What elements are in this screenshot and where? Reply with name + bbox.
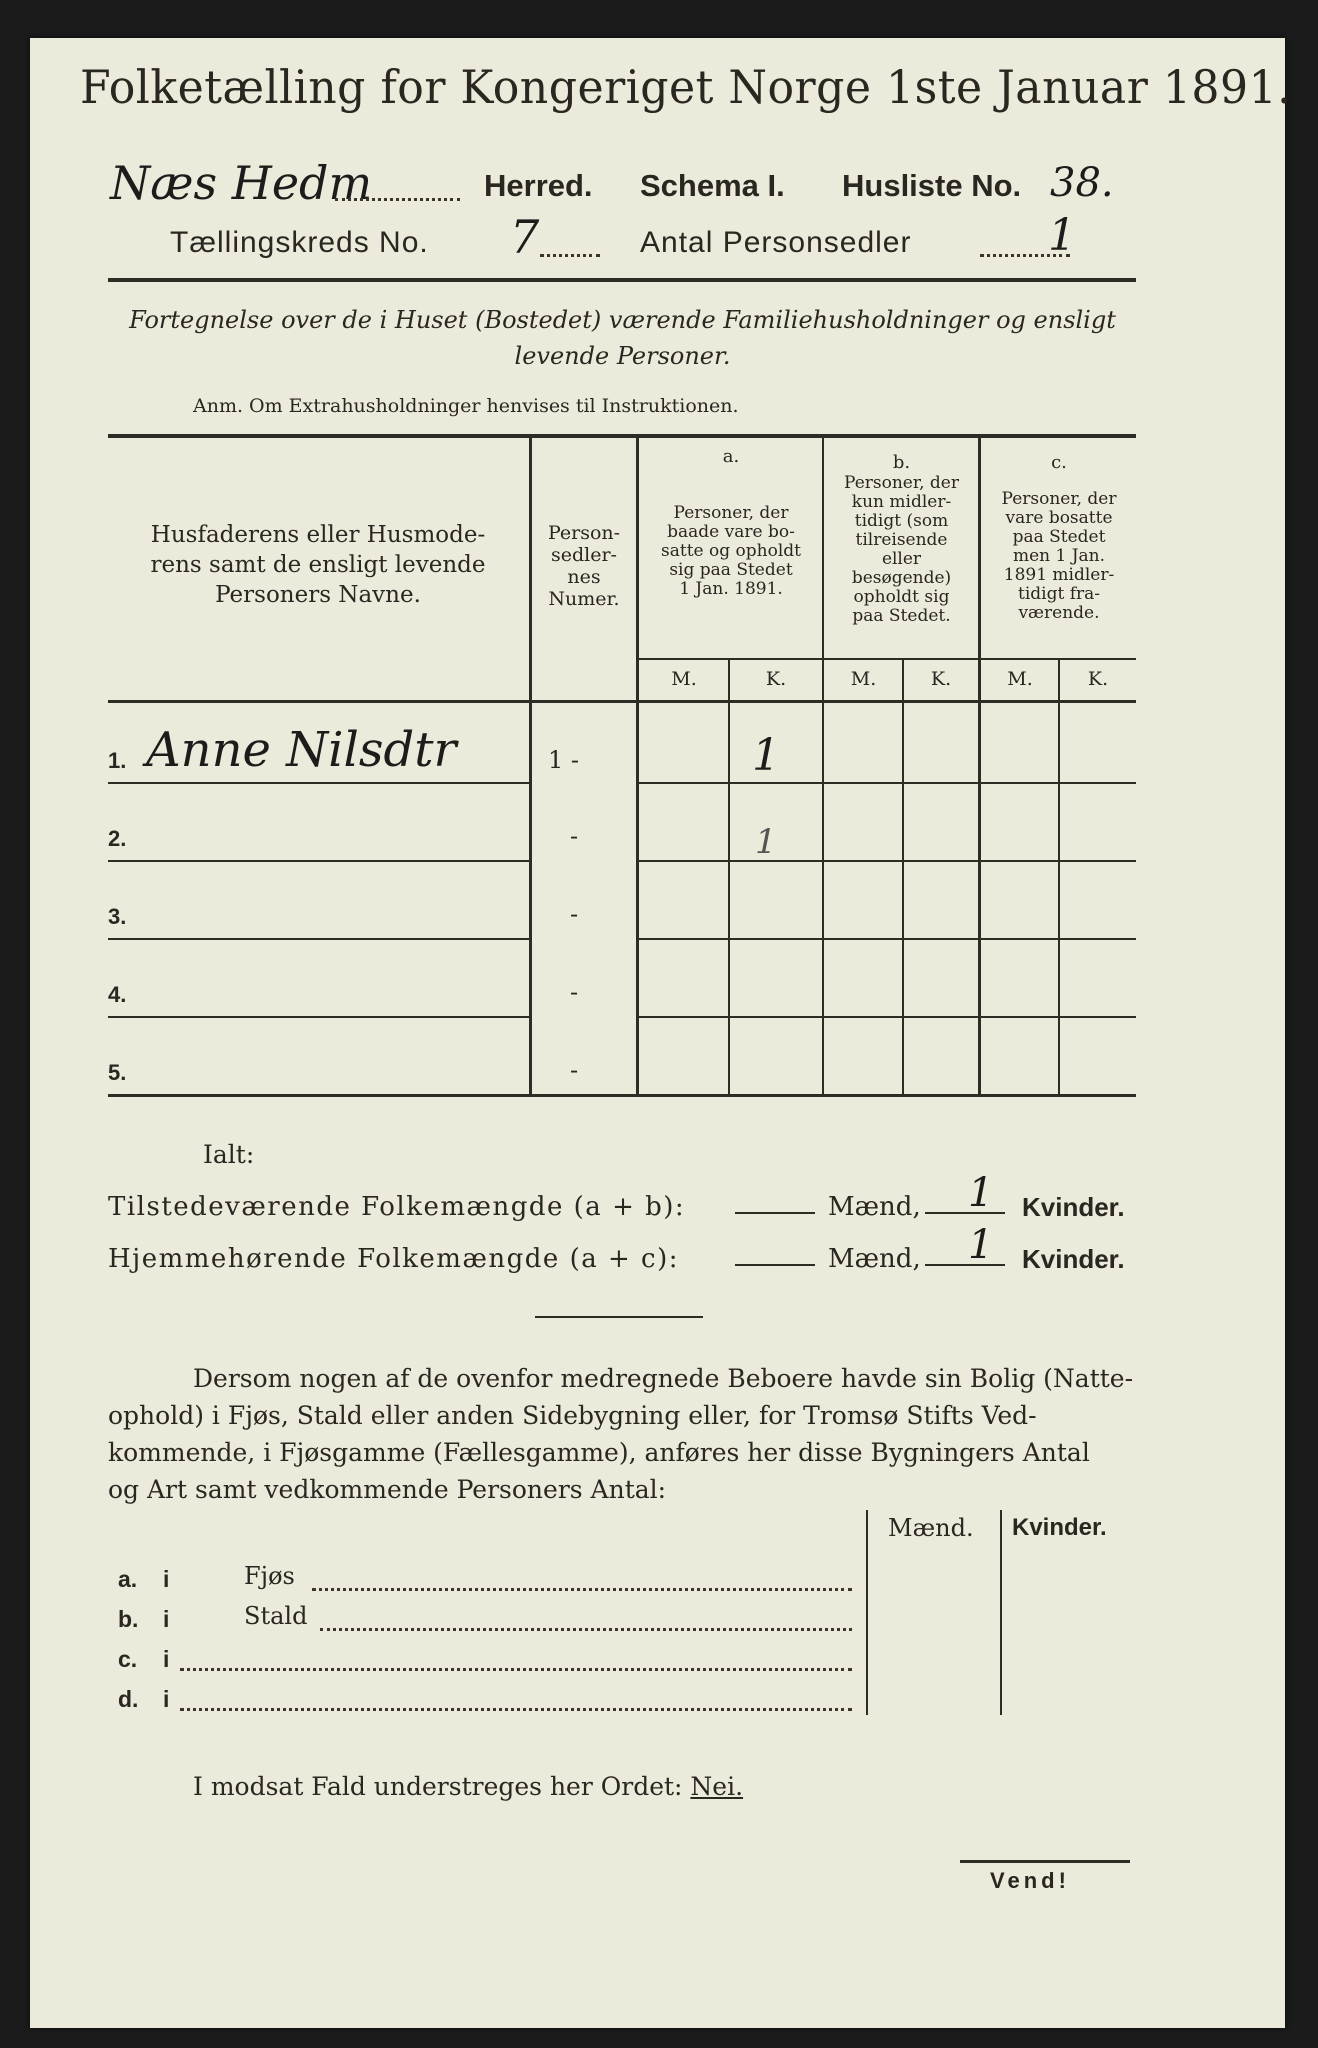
col-header-num: Person- sedler- nes Numer. xyxy=(547,522,621,610)
hjemme-kvinder-value: 1 xyxy=(968,1222,994,1268)
bottom-col-line-2 xyxy=(1000,1510,1002,1715)
schema-label: Schema I. xyxy=(640,168,785,203)
row-line-3 xyxy=(108,938,530,940)
kreds-dots xyxy=(540,254,600,257)
modsat-label: I modsat Fald understreges her Ordet: xyxy=(193,1772,683,1801)
col-b-letter: b. xyxy=(892,452,911,473)
mk-a-m: M. xyxy=(671,668,697,690)
item-a-dots xyxy=(312,1588,852,1591)
personsedler-number: 1 xyxy=(1048,210,1076,261)
col-line-a xyxy=(636,438,639,1094)
row-number-3: 3. xyxy=(108,904,127,929)
herred-label: Herred. xyxy=(484,168,593,203)
bottom-col-line-1 xyxy=(866,1510,868,1715)
personsedler-label: Antal Personsedler xyxy=(640,226,912,259)
col-header-a: Personer, der baade vare bo- satte og opholdt sig paa Stedet 1 Jan. 1891. xyxy=(661,503,801,599)
row-line-4b xyxy=(638,1016,1136,1018)
mk-a-k: K. xyxy=(765,668,787,690)
row-a-k-2: 1 xyxy=(755,822,777,862)
row-number-1: 1. xyxy=(108,748,127,773)
row-line-2 xyxy=(108,860,530,862)
row-number-5: 5. xyxy=(108,1060,127,1085)
ialt-label: Ialt: xyxy=(203,1140,255,1169)
tilstede-maend-line xyxy=(735,1212,815,1214)
intro-line-1: Fortegnelse over de i Huset (Bostedet) værende Familiehusholdninger og ensligt xyxy=(129,306,1116,334)
bottom-kvinder-head: Kvinder. xyxy=(1012,1514,1107,1541)
col-line-b-mk xyxy=(902,660,904,1094)
tilstede-kvinder-value: 1 xyxy=(968,1170,994,1216)
col-line-a-mk xyxy=(728,660,730,1094)
form-title: Folketælling for Kongeriget Norge 1ste Januar 1891. xyxy=(80,60,1292,114)
hjemme-label: Hjemmehørende Folkemængde (a + c): xyxy=(108,1244,679,1274)
mk-c-m: M. xyxy=(1007,668,1033,690)
item-c-dots xyxy=(180,1668,852,1671)
modsat-text xyxy=(193,1772,743,1801)
row-line-3b xyxy=(638,938,1136,940)
mk-b-k: K. xyxy=(930,668,952,690)
item-a-i: i xyxy=(163,1566,170,1592)
vend-rule xyxy=(960,1860,1130,1863)
hjemme-kvinder: Kvinder. xyxy=(1022,1244,1125,1274)
row-line-1b xyxy=(638,782,1136,784)
item-b-letter: b. xyxy=(118,1606,139,1632)
row-num-4: - xyxy=(570,978,579,1006)
row-num-5: - xyxy=(570,1056,579,1084)
item-d-dots xyxy=(180,1708,852,1711)
census-form xyxy=(30,38,1292,2028)
row-number-4: 4. xyxy=(108,982,127,1007)
hjemme-maend: Mænd, xyxy=(828,1244,921,1274)
nei-word: Nei. xyxy=(690,1772,744,1801)
col-header-c: Personer, der vare bosatte paa Stedet men 1 Jan. 1891 midler- tidigt fra- værende. xyxy=(1001,489,1117,623)
row-line-1 xyxy=(108,782,530,784)
row-num-1: 1 - xyxy=(548,746,580,774)
item-b-i: i xyxy=(163,1606,170,1632)
header-rule xyxy=(108,278,1136,282)
col-c-letter: c. xyxy=(1051,452,1067,473)
tilstede-kvinder: Kvinder. xyxy=(1022,1192,1125,1222)
row-a-k-1: 1 xyxy=(752,730,780,781)
item-a-label: Fjøs xyxy=(244,1562,295,1590)
col-header-name: Husfaderens eller Husmode- rens samt de ensligt levende Personers Navne. xyxy=(150,522,486,608)
row-line-4 xyxy=(108,1016,530,1018)
herred-handwritten: Næs Hedm xyxy=(110,156,373,210)
kreds-number: 7 xyxy=(510,210,540,264)
table-top-rule xyxy=(108,434,1136,438)
row-num-3: - xyxy=(570,900,579,928)
sidebygning-paragraph: Dersom nogen af de ovenfor medregnede Beboere havde sin Bolig (Natte- ophold) i Fjøs, Stald eller anden Sidebygning eller, for Tromsø Stifts Ved- kommende, i Fjøsgamme (Fællesgamme), anføres her disse Bygningers Antal og Art samt vedkommende Personers Antal: xyxy=(108,1364,1134,1504)
item-a-letter: a. xyxy=(118,1566,138,1592)
tilstede-maend: Mænd, xyxy=(828,1192,921,1222)
separator-rule xyxy=(535,1316,703,1318)
vend-label: Vend! xyxy=(990,1868,1070,1893)
row-num-2: - xyxy=(570,822,579,850)
row-line-2b xyxy=(638,860,1136,862)
item-c-i: i xyxy=(163,1646,170,1672)
herred-dots xyxy=(335,198,460,201)
row-name-1: Anne Nilsdtr xyxy=(146,722,457,778)
col-line-c xyxy=(978,438,981,1094)
row-number-2: 2. xyxy=(108,826,127,851)
tilstede-label: Tilstedeværende Folkemængde (a + b): xyxy=(108,1192,686,1222)
husliste-label: Husliste No. xyxy=(842,168,1022,203)
hjemme-maend-line xyxy=(735,1264,815,1266)
intro-line-2: levende Personer. xyxy=(514,342,731,370)
table-bottom-rule xyxy=(108,1094,1136,1097)
item-d-i: i xyxy=(163,1686,170,1712)
item-b-dots xyxy=(320,1628,852,1631)
mk-b-m: M. xyxy=(850,668,877,690)
col-line-b xyxy=(822,438,824,1094)
col-a-letter: a. xyxy=(722,446,740,467)
item-b-label: Stald xyxy=(244,1602,308,1630)
bottom-maend-head: Mænd. xyxy=(888,1514,974,1542)
item-d-letter: d. xyxy=(118,1686,139,1712)
anm-note: Anm. Om Extrahusholdninger henvises til Instruktionen. xyxy=(193,395,739,417)
husliste-number: 38. xyxy=(1050,160,1114,206)
item-c-letter: c. xyxy=(118,1646,138,1672)
table-header-bottom-rule xyxy=(108,700,1136,703)
col-header-b: Personer, der kun midler- tidigt (som tilreisende eller besøgende) opholdt sig paa Stedet. xyxy=(844,473,959,626)
kreds-label: Tællingskreds No. xyxy=(170,226,429,259)
mk-c-k: K. xyxy=(1087,668,1109,690)
col-line-c-mk xyxy=(1058,660,1060,1094)
mk-rule xyxy=(638,658,1136,660)
